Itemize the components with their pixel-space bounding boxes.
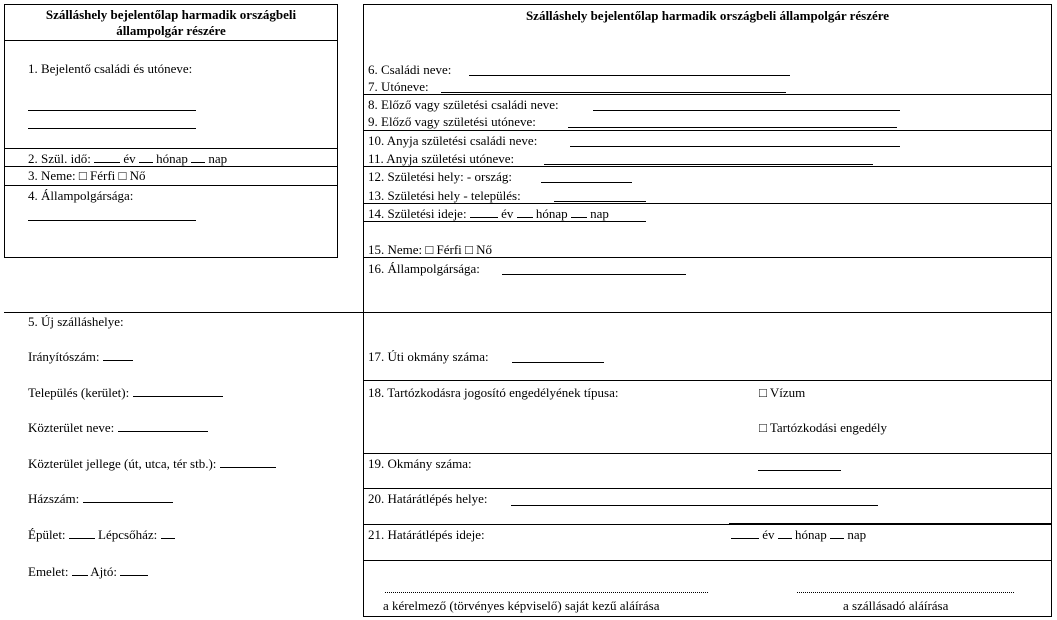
border-place-label: 20. Határátlépés helye: (368, 491, 488, 506)
border-date-top-rule (729, 523, 1051, 524)
border-date-row (731, 527, 866, 542)
zip-blank[interactable] (103, 350, 133, 361)
applicant-signature-line[interactable] (385, 592, 708, 593)
year-label: év (123, 151, 136, 166)
prev-given-name-label: 9. Előző vagy születési utóneve: (368, 114, 536, 129)
staircase-label: Lépcsőház: (98, 527, 158, 542)
day-label: nap (208, 151, 228, 166)
applicant-name-label: 1. Bejelentő családi és utóneve: (28, 61, 193, 76)
travel-doc-label: 17. Úti okmány száma: (368, 349, 489, 364)
zip-label: Irányítószám: (28, 349, 100, 364)
residence-permit-checkbox[interactable]: □ Tartózkodási engedély (759, 420, 887, 435)
right-form-title: Szálláshely bejelentőlap harmadik országbeli állampolgár részére (525, 8, 890, 23)
street-name-label: Közterület neve: (28, 420, 115, 435)
prev-family-name-label: 8. Előző vagy születési családi neve: (368, 97, 559, 112)
mother-family-name-blank[interactable] (570, 146, 900, 147)
birth-settlement-label: 13. Születési hely - település: (368, 188, 521, 203)
applicant-name-blank-2[interactable] (28, 128, 196, 129)
gender-right-field[interactable]: 15. Neme: □ Férfi □ Nő (368, 242, 493, 257)
birth-date-row (28, 151, 227, 166)
birth-month-right-blank[interactable] (517, 207, 533, 218)
border-month-label: hónap (795, 527, 827, 542)
birth-date-right-label: 14. Születési ideje: (368, 206, 467, 221)
settlement-label: Település (kerület): (28, 385, 130, 400)
left-form-title-line2: állampolgár részére (116, 23, 226, 38)
mother-family-name-label: 10. Anyja születési családi neve: (368, 133, 538, 148)
border-place-blank[interactable] (511, 505, 878, 506)
mother-given-name-blank[interactable] (544, 164, 873, 165)
prev-family-name-blank[interactable] (593, 110, 900, 111)
zip-row (28, 349, 133, 364)
floor-blank[interactable] (72, 565, 88, 576)
building-label: Épület: (28, 527, 66, 542)
house-number-row (28, 491, 173, 506)
settlement-blank[interactable] (133, 386, 223, 397)
house-number-blank[interactable] (83, 492, 173, 503)
applicant-signature-label: a kérelmező (törvényes képviselő) saját kezű aláírása (383, 598, 660, 613)
street-name-blank[interactable] (118, 421, 208, 432)
birth-day-blank[interactable] (191, 152, 205, 163)
birth-date-right-row (368, 206, 609, 221)
floor-row (28, 564, 148, 579)
document-number-blank[interactable] (758, 470, 841, 471)
permit-type-label: 18. Tartózkodásra jogosító engedélyének típusa: (368, 385, 619, 400)
birth-date-label: 2. Szül. idő: (28, 151, 91, 166)
border-year-blank[interactable] (731, 528, 759, 539)
family-name-blank[interactable] (469, 75, 790, 76)
birth-country-blank[interactable] (541, 182, 632, 183)
border-year-label: év (762, 527, 775, 542)
given-name-label: 7. Utóneve: (368, 79, 429, 94)
citizenship-label: 4. Állampolgársága: (28, 188, 134, 203)
citizenship-right-label: 16. Állampolgársága: (368, 261, 480, 276)
given-name-blank[interactable] (441, 92, 786, 93)
birth-day-right-blank[interactable] (571, 207, 587, 218)
door-blank[interactable] (120, 565, 148, 576)
year-right-label: év (501, 206, 514, 221)
prev-given-name-blank[interactable] (568, 127, 897, 128)
host-signature-label: a szállásadó aláírása (843, 598, 949, 613)
building-row (28, 527, 175, 542)
border-month-blank[interactable] (778, 528, 792, 539)
visa-checkbox[interactable]: □ Vízum (759, 385, 806, 400)
staircase-blank[interactable] (161, 528, 175, 539)
street-type-blank[interactable] (220, 457, 276, 468)
border-day-blank[interactable] (830, 528, 844, 539)
birth-settlement-blank[interactable] (554, 201, 646, 202)
birth-country-label: 12. Születési hely: - ország: (368, 169, 513, 184)
family-name-label: 6. Családi neve: (368, 62, 452, 77)
birth-year-right-blank[interactable] (470, 207, 498, 218)
address-title: 5. Új szálláshelye: (28, 314, 124, 329)
street-name-row (28, 420, 208, 435)
month-label: hónap (156, 151, 188, 166)
settlement-row (28, 385, 223, 400)
applicant-name-blank-1[interactable] (28, 110, 196, 111)
mother-given-name-label: 11. Anyja születési utóneve: (368, 151, 515, 166)
gender-field[interactable]: 3. Neme: □ Férfi □ Nő (28, 168, 146, 183)
citizenship-right-blank[interactable] (502, 274, 686, 275)
door-label: Ajtó: (90, 564, 117, 579)
birth-year-blank[interactable] (94, 152, 120, 163)
building-blank[interactable] (69, 528, 95, 539)
street-type-row (28, 456, 276, 471)
left-form-title-line1: Szálláshely bejelentőlap harmadik országbeli (45, 7, 297, 22)
day-right-label: nap (590, 206, 609, 221)
travel-doc-blank[interactable] (512, 362, 604, 363)
floor-label: Emelet: (28, 564, 69, 579)
host-signature-line[interactable] (797, 592, 1014, 593)
citizenship-blank[interactable] (28, 220, 196, 221)
document-number-label: 19. Okmány száma: (368, 456, 472, 471)
house-number-label: Házszám: (28, 491, 80, 506)
street-type-label: Közterület jellege (út, utca, tér stb.): (28, 456, 217, 471)
border-day-label: nap (847, 527, 867, 542)
birth-month-blank[interactable] (139, 152, 153, 163)
month-right-label: hónap (535, 206, 568, 221)
border-date-label: 21. Határátlépés ideje: (368, 527, 485, 542)
